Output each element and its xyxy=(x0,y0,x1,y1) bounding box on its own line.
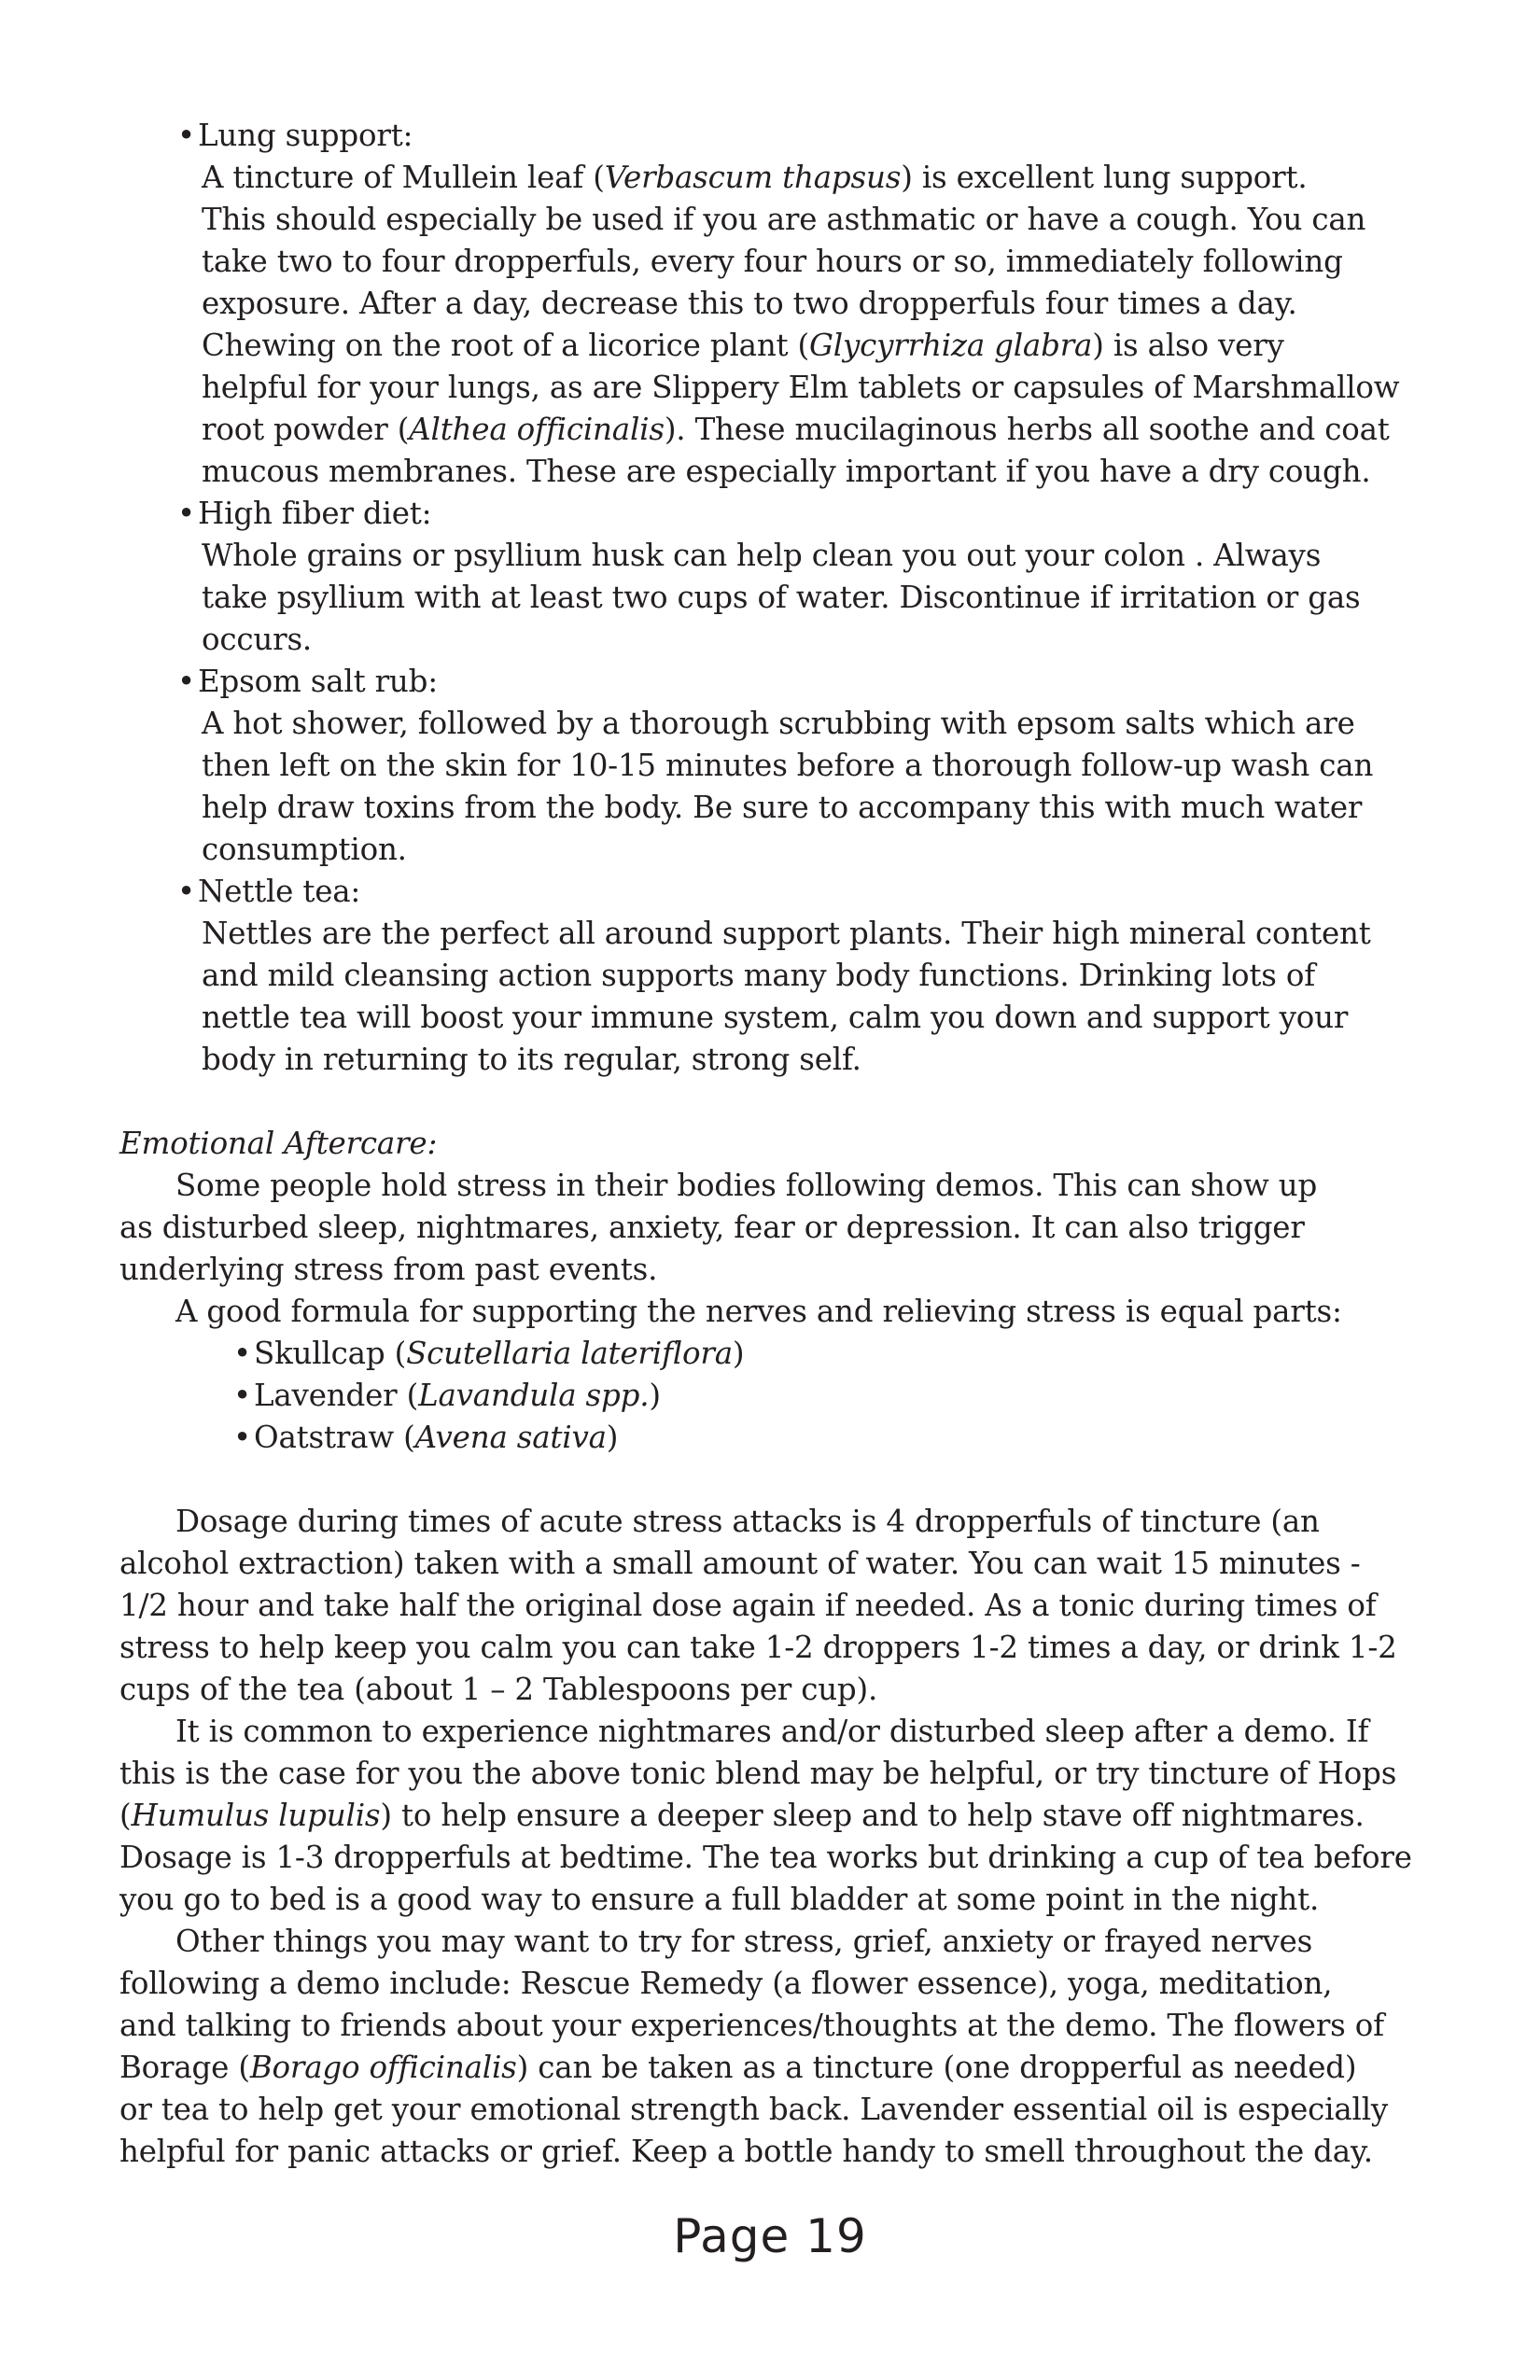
line-text xyxy=(202,157,1307,199)
line-text xyxy=(119,1249,657,1291)
line-text xyxy=(119,1123,437,1165)
bullet-item xyxy=(0,493,1540,535)
text-line xyxy=(0,1585,1540,1627)
text-line xyxy=(0,241,1540,283)
line-text xyxy=(175,1501,1320,1543)
line-text xyxy=(119,2005,1384,2047)
line-text xyxy=(119,1879,1319,1921)
line-text xyxy=(175,1711,1368,1753)
text-line xyxy=(0,325,1540,367)
document-body xyxy=(0,115,1540,2173)
text-run: This should especially be used if you are asthmatic or have a cough. You can xyxy=(202,202,1366,237)
text-run: or tea to help get your emotional strength back. Lavender essential oil is especially xyxy=(119,2092,1389,2127)
bullet-icon: • xyxy=(233,1420,251,1455)
line-text xyxy=(202,787,1362,829)
line-text xyxy=(202,283,1297,325)
text-line xyxy=(0,1249,1540,1291)
text-run: cups of the tea (about 1 – 2 Tablespoons per cup). xyxy=(119,1672,878,1707)
line-text xyxy=(254,1375,661,1417)
text-line xyxy=(0,619,1540,661)
text-line xyxy=(0,1165,1540,1207)
text-line xyxy=(0,1207,1540,1249)
line-text xyxy=(202,451,1370,493)
line-text xyxy=(202,745,1373,787)
text-line xyxy=(0,1837,1540,1879)
line-text xyxy=(202,241,1343,283)
line-text xyxy=(175,1921,1312,1963)
italic-latin-name: Emotional Aftercare: xyxy=(119,1126,438,1161)
text-run: Lung support: xyxy=(198,118,413,153)
text-line xyxy=(0,199,1540,241)
text-run: exposure. After a day, decrease this to two dropperfuls four times a day. xyxy=(202,286,1297,321)
text-run: root powder ( xyxy=(202,412,410,447)
text-line xyxy=(0,2131,1540,2173)
line-text xyxy=(198,661,438,703)
text-run: A good formula for supporting the nerves and relieving stress is equal parts: xyxy=(175,1294,1342,1329)
text-run: alcohol extraction) taken with a small amount of water. You can wait 15 minutes - xyxy=(119,1546,1361,1581)
line-text xyxy=(202,955,1315,997)
italic-latin-name: Althea officinalis xyxy=(409,412,665,447)
blank-line xyxy=(0,1081,1540,1123)
section-heading xyxy=(0,1123,1540,1165)
text-run: A hot shower, followed by a thorough scrubbing with epsom salts which are xyxy=(202,706,1355,741)
text-run: occurs. xyxy=(202,622,313,657)
line-text xyxy=(202,409,1390,451)
text-run: A tincture of Mullein leaf ( xyxy=(202,160,605,195)
text-line xyxy=(0,1963,1540,2005)
text-run: take psyllium with at least two cups of water. Discontinue if irritation or gas xyxy=(202,580,1361,615)
text-run: Dosage is 1-3 dropperfuls at bedtime. The tea works but drinking a cup of tea before xyxy=(119,1840,1412,1875)
text-run: ). These mucilaginous herbs all soothe and coat xyxy=(664,412,1390,447)
text-run: help draw toxins from the body. Be sure to accompany this with much water xyxy=(202,790,1363,825)
text-run: ) can be taken as a tincture (one dropperful as needed) xyxy=(516,2050,1357,2085)
line-text xyxy=(119,1207,1305,1249)
line-text xyxy=(202,535,1321,577)
line-text xyxy=(198,871,360,913)
text-line xyxy=(0,535,1540,577)
text-run: It is common to experience nightmares and/or disturbed sleep after a demo. If xyxy=(175,1714,1369,1749)
text-line xyxy=(0,367,1540,409)
text-run: Lavender ( xyxy=(254,1378,419,1413)
text-run: ) to help ensure a deeper sleep and to help stave off nightmares. xyxy=(380,1798,1365,1833)
text-run: ) xyxy=(606,1420,619,1455)
line-text xyxy=(202,619,312,661)
line-text xyxy=(254,1333,744,1375)
text-run: Other things you may want to try for stress, grief, anxiety or frayed nerves xyxy=(175,1924,1313,1959)
line-text xyxy=(202,913,1371,955)
text-line xyxy=(0,1711,1540,1753)
line-text xyxy=(119,2089,1388,2131)
bullet-icon: • xyxy=(177,664,195,699)
line-text xyxy=(175,1291,1342,1333)
text-run: High fiber diet: xyxy=(198,496,432,531)
text-line xyxy=(0,2005,1540,2047)
bullet-icon: • xyxy=(177,874,195,909)
text-line xyxy=(0,997,1540,1039)
text-line xyxy=(0,829,1540,871)
text-run: helpful for panic attacks or grief. Keep a bottle handy to smell throughout the day. xyxy=(119,2134,1373,2169)
line-text xyxy=(202,829,407,871)
text-run: Borage ( xyxy=(119,2050,250,2085)
bullet-item xyxy=(0,1417,1540,1459)
text-line xyxy=(0,1879,1540,1921)
text-run: stress to help keep you calm you can take 1-2 droppers 1-2 times a day, or drink 1-2 xyxy=(119,1630,1397,1665)
line-text xyxy=(202,577,1360,619)
line-text xyxy=(119,2131,1373,2173)
text-line xyxy=(0,955,1540,997)
text-run: nettle tea will boost your immune system, calm you down and support your xyxy=(202,1000,1349,1035)
text-line xyxy=(0,1669,1540,1711)
line-text xyxy=(175,1165,1317,1207)
text-line xyxy=(0,1501,1540,1543)
text-line xyxy=(0,157,1540,199)
bullet-item xyxy=(0,871,1540,913)
text-line xyxy=(0,913,1540,955)
line-text xyxy=(119,1795,1365,1837)
line-text xyxy=(119,2047,1356,2089)
text-line xyxy=(0,1795,1540,1837)
italic-latin-name: Borago officinalis xyxy=(249,2050,517,2085)
text-line xyxy=(0,1627,1540,1669)
line-text xyxy=(198,115,413,157)
text-line xyxy=(0,2089,1540,2131)
line-text xyxy=(198,493,431,535)
line-text xyxy=(119,1963,1332,2005)
italic-latin-name: Verbascum thapsus xyxy=(604,160,902,195)
text-run: and mild cleansing action supports many body functions. Drinking lots of xyxy=(202,958,1316,993)
text-line xyxy=(0,1039,1540,1081)
text-line xyxy=(0,409,1540,451)
text-run: helpful for your lungs, as are Slippery Elm tablets or capsules of Marshmallow xyxy=(202,370,1400,405)
text-run: Skullcap ( xyxy=(254,1336,407,1371)
italic-latin-name: Scutellaria lateriflora xyxy=(406,1336,733,1371)
italic-latin-name: Humulus lupulis xyxy=(131,1798,381,1833)
text-run: Nettle tea: xyxy=(198,874,361,909)
text-run: Dosage during times of acute stress attacks is 4 dropperfuls of tincture (an xyxy=(175,1504,1320,1539)
line-text xyxy=(202,997,1348,1039)
text-run: body in returning to its regular, strong self. xyxy=(202,1042,861,1077)
text-run: and talking to friends about your experiences/thoughts at the demo. The flowers of xyxy=(119,2008,1384,2043)
text-run: mucous membranes. These are especially important if you have a dry cough. xyxy=(202,454,1371,489)
italic-latin-name: Glycyrrhiza glabra xyxy=(809,328,1093,363)
text-run: Nettles are the perfect all around support plants. Their high mineral content xyxy=(202,916,1371,951)
text-line xyxy=(0,451,1540,493)
line-text xyxy=(119,1627,1397,1669)
text-line xyxy=(0,577,1540,619)
line-text xyxy=(202,703,1355,745)
text-line xyxy=(0,283,1540,325)
bullet-icon: • xyxy=(177,496,195,531)
text-run: Epsom salt rub: xyxy=(198,664,438,699)
line-text xyxy=(119,1543,1361,1585)
text-run: Whole grains or psyllium husk can help clean you out your colon . Always xyxy=(202,538,1322,573)
line-text xyxy=(119,1669,877,1711)
text-run: then left on the skin for 10-15 minutes before a thorough follow-up wash can xyxy=(202,748,1374,783)
bullet-item xyxy=(0,1375,1540,1417)
text-run: underlying stress from past events. xyxy=(119,1252,658,1287)
text-run: ) xyxy=(649,1378,661,1413)
text-line xyxy=(0,1291,1540,1333)
text-run: ) is also very xyxy=(1092,328,1284,363)
blank-line xyxy=(0,1459,1540,1501)
text-line xyxy=(0,1543,1540,1585)
text-line xyxy=(0,745,1540,787)
text-run: Some people hold stress in their bodies following demos. This can show up xyxy=(175,1168,1318,1203)
text-run: ) is excellent lung support. xyxy=(901,160,1308,195)
text-line xyxy=(0,2047,1540,2089)
text-line xyxy=(0,787,1540,829)
bullet-item xyxy=(0,1333,1540,1375)
line-text xyxy=(119,1837,1412,1879)
text-run: as disturbed sleep, nightmares, anxiety, fear or depression. It can also trigger xyxy=(119,1210,1305,1245)
text-line xyxy=(0,1753,1540,1795)
italic-latin-name: Avena sativa xyxy=(414,1420,607,1455)
bullet-icon: • xyxy=(233,1336,251,1371)
line-text xyxy=(202,367,1399,409)
text-run: Chewing on the root of a licorice plant ( xyxy=(202,328,810,363)
line-text xyxy=(202,1039,861,1081)
line-text xyxy=(202,325,1284,367)
italic-latin-name: Lavandula spp. xyxy=(418,1378,650,1413)
text-run: 1/2 hour and take half the original dose again if needed. As a tonic during times of xyxy=(119,1588,1377,1623)
text-run: ( xyxy=(119,1798,132,1833)
text-run: you go to bed is a good way to ensure a full bladder at some point in the night. xyxy=(119,1882,1320,1917)
bullet-icon: • xyxy=(233,1378,251,1413)
text-run: this is the case for you the above tonic blend may be helpful, or try tincture of Hops xyxy=(119,1756,1397,1791)
text-run: take two to four dropperfuls, every four hours or so, immediately following xyxy=(202,244,1343,279)
bullet-item xyxy=(0,115,1540,157)
line-text xyxy=(119,1753,1396,1795)
text-run: following a demo include: Rescue Remedy (a flower essence), yoga, meditation, xyxy=(119,1966,1333,2001)
text-run: consumption. xyxy=(202,832,407,867)
line-text xyxy=(119,1585,1377,1627)
bullet-icon: • xyxy=(177,118,195,153)
text-line xyxy=(0,703,1540,745)
text-line xyxy=(0,1921,1540,1963)
text-run: ) xyxy=(732,1336,745,1371)
bullet-item xyxy=(0,661,1540,703)
text-run: Oatstraw ( xyxy=(254,1420,415,1455)
line-text xyxy=(254,1417,618,1459)
page-number: Page 19 xyxy=(673,2209,867,2263)
line-text xyxy=(202,199,1365,241)
